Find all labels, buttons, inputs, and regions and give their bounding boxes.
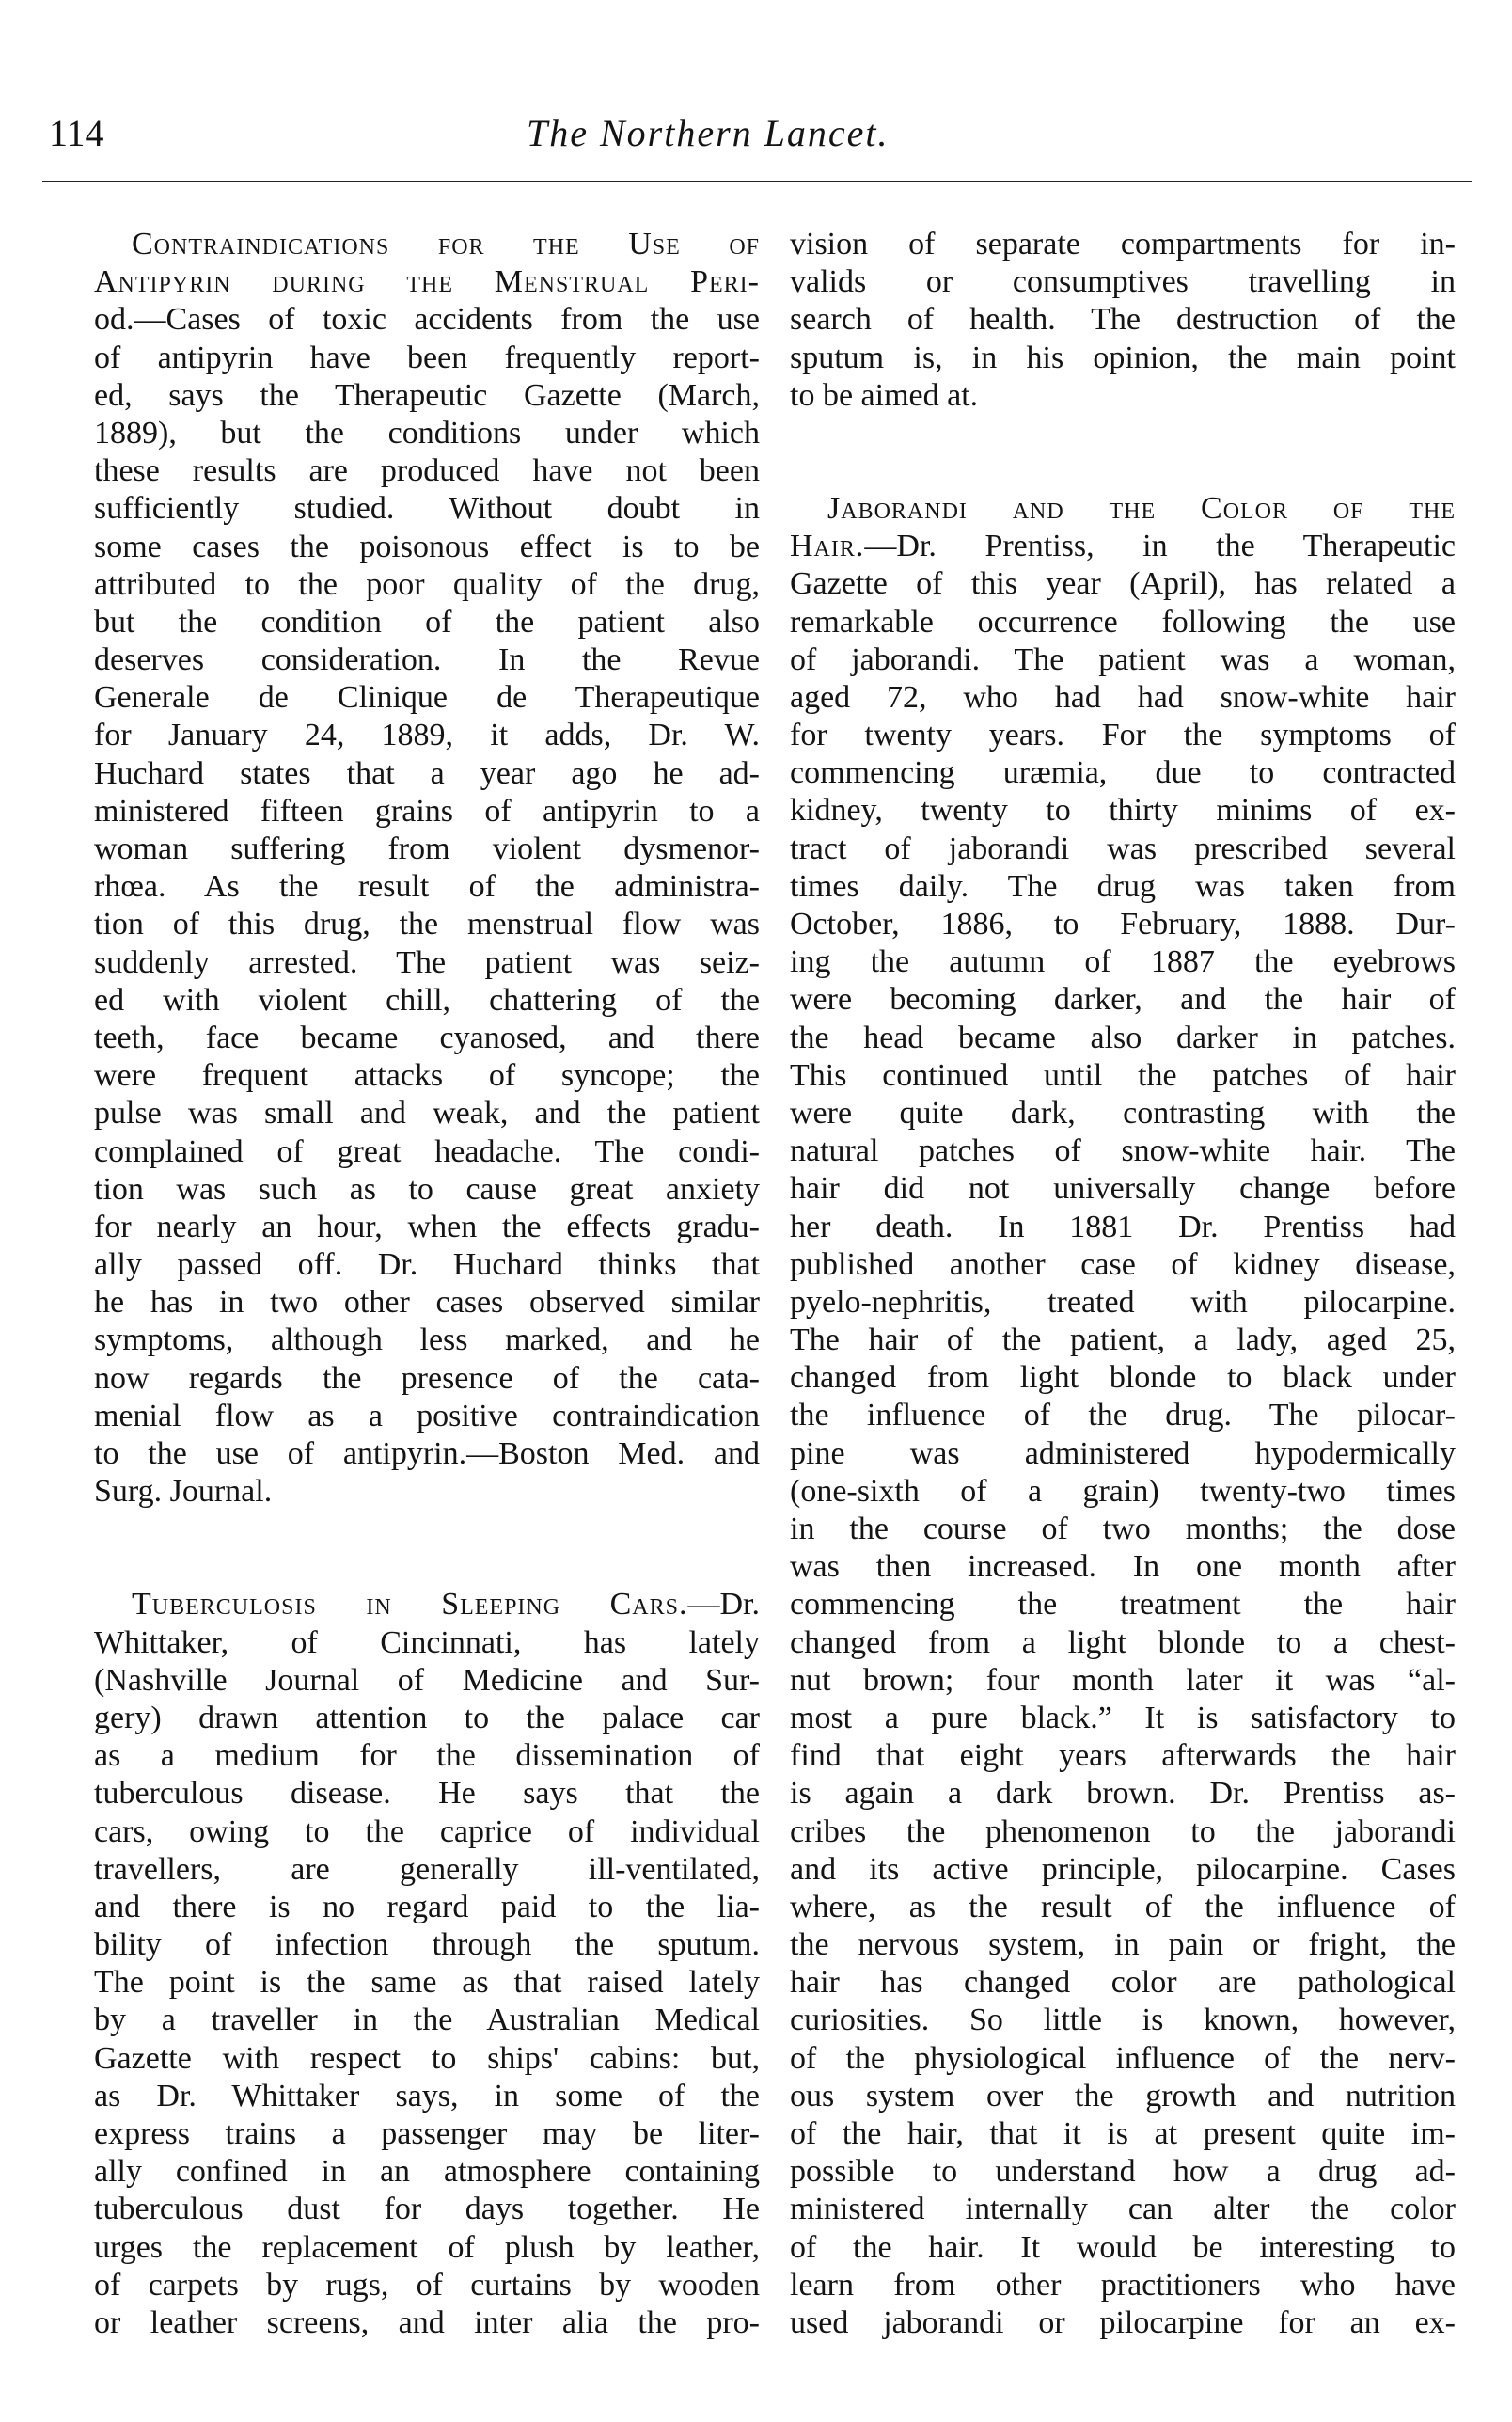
text-line: is again a dark brown. Dr. Prentiss as- (790, 1776, 1456, 1812)
text-line: express trains a passenger may be liter- (94, 2116, 760, 2151)
text-line: times daily. The drug was taken from (790, 868, 1456, 904)
article-jaborandi (790, 490, 1456, 2342)
text-line: he has in two other cases observed similar (94, 1285, 760, 1321)
text-line: attributed to the poor quality of the drug, (94, 566, 760, 602)
text-line: ministered fifteen grains of antipyrin to a (94, 793, 760, 829)
text-line: ally confined in an atmosphere containing (94, 2154, 760, 2190)
text-line: used jaborandi or pilocarpine for an ex- (790, 2304, 1456, 2340)
article-title: Antipyrin during the Menstrual Peri- (94, 264, 760, 300)
text-line: as a medium for the dissemination of (94, 1738, 760, 1774)
text-line: woman suffering from violent dysmenor- (94, 831, 760, 866)
text-line: of antipyrin have been frequently report- (94, 340, 760, 375)
text-line: ally passed off. Dr. Huchard thinks that (94, 1247, 760, 1283)
text-line: the head became also darker in patches. (790, 1020, 1456, 1055)
text-line: hair has changed color are pathological (790, 1965, 1456, 2001)
text-line: search of health. The destruction of the (790, 302, 1456, 338)
text-line: This continued until the patches of hair (790, 1057, 1456, 1093)
article-first-line (94, 1586, 760, 1623)
text-line: ous system over the growth and nutrition (790, 2078, 1456, 2113)
text-line: deserves consideration. In the Revue (94, 642, 760, 678)
text-line: to be aimed at. (790, 377, 979, 413)
text-line: Gazette of this year (April), has related a (790, 566, 1456, 602)
text-line: some cases the poisonous effect is to be (94, 529, 760, 564)
text-line: for January 24, 1889, it adds, Dr. W. (94, 718, 760, 753)
text-line: pulse was small and weak, and the patient (94, 1096, 760, 1132)
text-line: for nearly an hour, when the effects gradu- (94, 1209, 760, 1244)
text-line: as Dr. Whittaker says, in some of the (94, 2078, 760, 2113)
text-line: Whittaker, of Cincinnati, has lately (94, 1624, 760, 1660)
text-line: vision of separate compartments for in- (790, 227, 1456, 261)
text-line: bility of infection through the sputum. (94, 1927, 760, 1963)
article-first-line-rest: —Dr. Prentiss, in the Therapeutic (864, 529, 1456, 564)
text-line: learn from other practitioners who have (790, 2267, 1456, 2303)
text-line: Huchard states that a year ago he ad- (94, 755, 760, 791)
text-line: cars, owing to the caprice of individual (94, 1813, 760, 1849)
text-line: commencing uræmia, due to contracted (790, 755, 1456, 791)
article-tuberculosis (94, 1586, 760, 2342)
text-line: now regards the presence of the cata- (94, 1360, 760, 1396)
text-line: travellers, are generally ill-ventilated, (94, 1851, 760, 1887)
text-line: valids or consumptives travelling in (790, 264, 1456, 300)
header-rule (42, 181, 1472, 182)
page-number: 114 (49, 112, 104, 154)
article-body (94, 1624, 760, 2343)
text-line: gery) drawn attention to the palace car (94, 1700, 760, 1735)
text-line: tract of jaborandi was prescribed several (790, 831, 1456, 866)
article-spacer (790, 415, 1456, 490)
text-line: and its active principle, pilocarpine. Cases (790, 1851, 1456, 1887)
text-line: the nervous system, in pain or fright, the (790, 1927, 1456, 1963)
text-line: of the hair, that it is at present quite im- (790, 2116, 1456, 2151)
text-line: complained of great headache. The condi- (94, 1133, 760, 1169)
continued-text (790, 226, 1456, 415)
text-line: possible to understand how a drug ad- (790, 2154, 1456, 2190)
text-line: the influence of the drug. The pilocar- (790, 1398, 1456, 1433)
text-line: commencing the treatment the hair (790, 1587, 1456, 1623)
text-line: to the use of antipyrin.—Boston Med. and (94, 1436, 760, 1471)
article-first-line-rest: —Dr. (687, 1587, 760, 1623)
text-line: tion of this drug, the menstrual flow was (94, 907, 760, 942)
text-line: and there is no regard paid to the lia- (94, 1889, 760, 1924)
text-line: by a traveller in the Australian Medical (94, 2003, 760, 2038)
running-title: The Northern Lancet. (527, 112, 890, 154)
text-line: pyelo-nephritis, treated with pilocarpine. (790, 1284, 1456, 1320)
article-antipyrin (94, 226, 760, 1511)
text-line: sufficiently studied. Without doubt in (94, 491, 760, 527)
text-line: October, 1886, to February, 1888. Dur- (790, 907, 1456, 942)
text-line: her death. In 1881 Dr. Prentiss had (790, 1209, 1456, 1244)
text-line: of the physiological influence of the nerv- (790, 2040, 1456, 2076)
text-line: ed, says the Therapeutic Gazette (March, (94, 377, 760, 413)
text-line: teeth, face became cyanosed, and there (94, 1020, 760, 1055)
right-column (790, 226, 1456, 2342)
article-title: Jaborandi and the Color of the (827, 490, 1456, 526)
article-spacer (94, 1511, 760, 1586)
text-line: or leather screens, and inter alia the pro- (94, 2304, 760, 2340)
article-first-line (790, 528, 1456, 565)
text-line: aged 72, who had had snow-white hair (790, 679, 1456, 715)
text-line: natural patches of snow-white hair. The (790, 1133, 1456, 1169)
text-line: of carpets by rugs, of curtains by wooden (94, 2267, 760, 2303)
text-line: for twenty years. For the symptoms of (790, 718, 1456, 753)
article-title: Contraindications for the Use of (132, 227, 760, 261)
text-line: were frequent attacks of syncope; the (94, 1058, 760, 1094)
text-line: menial flow as a positive contraindication (94, 1398, 760, 1433)
text-line: tuberculous dust for days together. He (94, 2192, 760, 2227)
text-line: The hair of the patient, a lady, aged 25, (790, 1322, 1456, 1358)
text-line: 1889), but the conditions under which (94, 415, 760, 451)
text-line: in the course of two months; the dose (790, 1512, 1456, 1546)
text-line: these results are produced have not been (94, 453, 760, 489)
text-line: cribes the phenomenon to the jaborandi (790, 1813, 1456, 1849)
article-title: Hair. (790, 529, 865, 564)
text-line: od.—Cases of toxic accidents from the use (94, 302, 760, 338)
text-line: Gazette with respect to ships' cabins: but, (94, 2040, 760, 2076)
text-line: sputum is, in his opinion, the main point (790, 340, 1456, 375)
article-title: Tuberculosis in Sleeping Cars. (132, 1587, 688, 1623)
text-line: published another case of kidney disease, (790, 1246, 1456, 1282)
text-line: curiosities. So little is known, however, (790, 2003, 1456, 2038)
text-line: changed from light blonde to black under (790, 1360, 1456, 1396)
text-line: changed from a light blonde to a chest- (790, 1624, 1456, 1660)
text-line: Generale de Clinique de Therapeutique (94, 680, 760, 716)
text-line: remarkable occurrence following the use (790, 604, 1456, 640)
article-body (94, 301, 760, 1511)
text-line: ed with violent chill, chattering of the (94, 982, 760, 1018)
text-line: find that eight years afterwards the hair (790, 1738, 1456, 1774)
text-line: were quite dark, contrasting with the (790, 1095, 1456, 1131)
text-line: suddenly arrested. The patient was seiz- (94, 944, 760, 980)
text-line: where, as the result of the influence of (790, 1889, 1456, 1924)
text-line: Surg. Journal. (94, 1474, 273, 1510)
text-line: but the condition of the patient also (94, 604, 760, 640)
text-line: most a pure black.” It is satisfactory to (790, 1700, 1456, 1735)
text-line: was then increased. In one month after (790, 1549, 1456, 1585)
text-line: rhœa. As the result of the administra- (94, 869, 760, 905)
text-line: tion was such as to cause great anxiety (94, 1171, 760, 1207)
text-line: of jaborandi. The patient was a woman, (790, 641, 1456, 677)
text-line: ing the autumn of 1887 the eyebrows (790, 944, 1456, 980)
text-line: ministered internally can alter the color (790, 2192, 1456, 2227)
article-body (790, 565, 1456, 2342)
text-line: were becoming darker, and the hair of (790, 982, 1456, 1018)
text-line: (one-sixth of a grain) twenty-two times (790, 1473, 1456, 1509)
text-line: The point is the same as that raised lately (94, 1965, 760, 2001)
text-line: kidney, twenty to thirty minims of ex- (790, 793, 1456, 829)
text-line: (Nashville Journal of Medicine and Sur- (94, 1662, 760, 1698)
text-line: pine was administered hypodermically (790, 1435, 1456, 1471)
text-line: urges the replacement of plush by leather, (94, 2229, 760, 2265)
text-line: of the hair. It would be interesting to (790, 2229, 1456, 2265)
text-line: hair did not universally change before (790, 1171, 1456, 1207)
left-column (94, 226, 760, 2342)
text-line: nut brown; four month later it was “al- (790, 1662, 1456, 1698)
text-line: tuberculous disease. He says that the (94, 1776, 760, 1812)
text-line: symptoms, although less marked, and he (94, 1322, 760, 1358)
